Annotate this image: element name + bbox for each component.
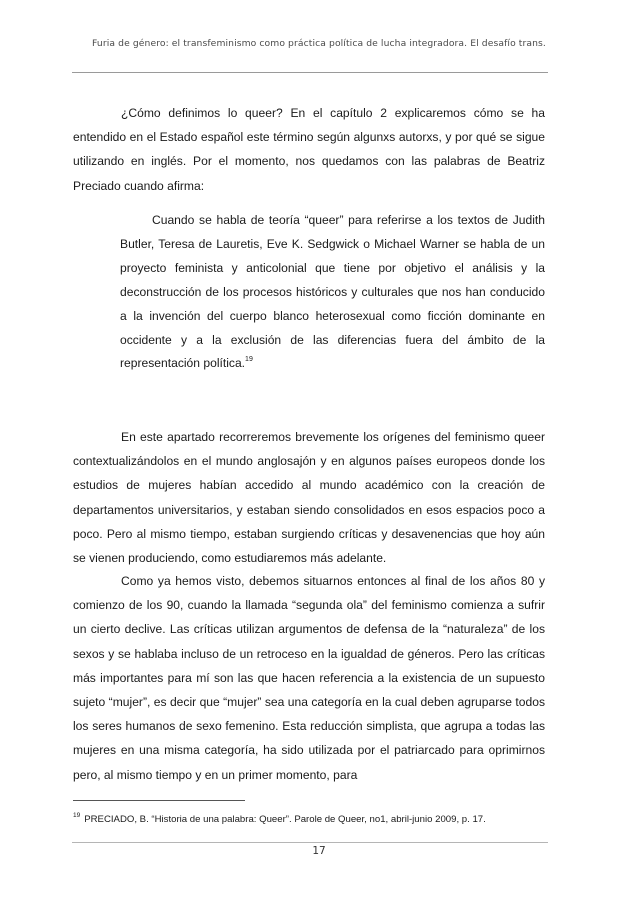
paragraph-intro: ¿Cómo definimos lo queer? En el capítulo 2 explicaremos cómo se ha entendido en el Estado español este término según algunxs autorxs, y por qué se sigue utilizando en inglés. Por el momento, nos quedamos con las palabras de Beatriz Preciado cuando afirma:: [73, 106, 545, 193]
footnote-reference[interactable]: 19: [245, 356, 253, 364]
footnote-number: 19: [73, 812, 81, 819]
footnote: [73, 814, 563, 825]
footnote-divider: [73, 800, 245, 801]
page-number: 17: [312, 845, 326, 857]
block-quote: [120, 209, 545, 376]
running-header: Furia de género: el transfeminismo como práctica política de lucha integradora. El desafío trans.: [92, 38, 546, 49]
paragraph-origins: En este apartado recorreremos brevemente los orígenes del feminismo queer contextualizándolos en el mundo anglosajón y en algunos países europeos donde los estudios de mujeres habían accedido al mundo académico con la creación de departamentos universitarios, y estaban siendo consolidados en esos espacios poco a poco. Pero al mismo tiempo, estaban surgiendo críticas y desavenencias que hoy aún se vienen produciendo, como estudiaremos más adelante.: [73, 430, 545, 566]
paragraph-second-wave: Como ya hemos visto, debemos situarnos entonces al final de los años 80 y comienzo de los 90, cuando la llamada “segunda ola” del feminismo comienza a sufrir un cierto declive. Las críticas utilizan argumentos de defensa de la “naturaleza” de los sexos y se hablaba incluso de un retroceso en la igualdad de géneros. Pero las críticas más importantes para mí son las que hacen referencia a la existencia de un supuesto sujeto “mujer”, es decir que “mujer” sea una categoría en la cual deben agruparse todos los seres humanos de sexo femenino. Esta reducción simplista, que agrupa a todas las mujeres en una misma categoría, ha sido utilizada por el patriarcado para oprimirnos pero, al mismo tiempo y en un primer momento, para: [73, 574, 545, 782]
footnote-text: PRECIADO, B. “Historia de una palabra: Queer”. Parole de Queer, no1, abril-junio 2009, p. 17.: [84, 814, 486, 825]
block-quote-text: Cuando se habla de teoría “queer” para referirse a los textos de Judith Butler, Teresa de Lauretis, Eve K. Sedgwick o Michael Warner se habla de un proyecto feminista y anticolonial que tiene por objetivo el análisis y la deconstrucción de los procesos históricos y culturales que nos han conducido a la invención del cuerpo blanco heterosexual como ficción dominante en occidente y a la exclusión de las diferencias fuera del ámbito de la representación política.: [120, 213, 545, 371]
header-divider: [72, 72, 548, 73]
footer-divider: [72, 842, 548, 843]
